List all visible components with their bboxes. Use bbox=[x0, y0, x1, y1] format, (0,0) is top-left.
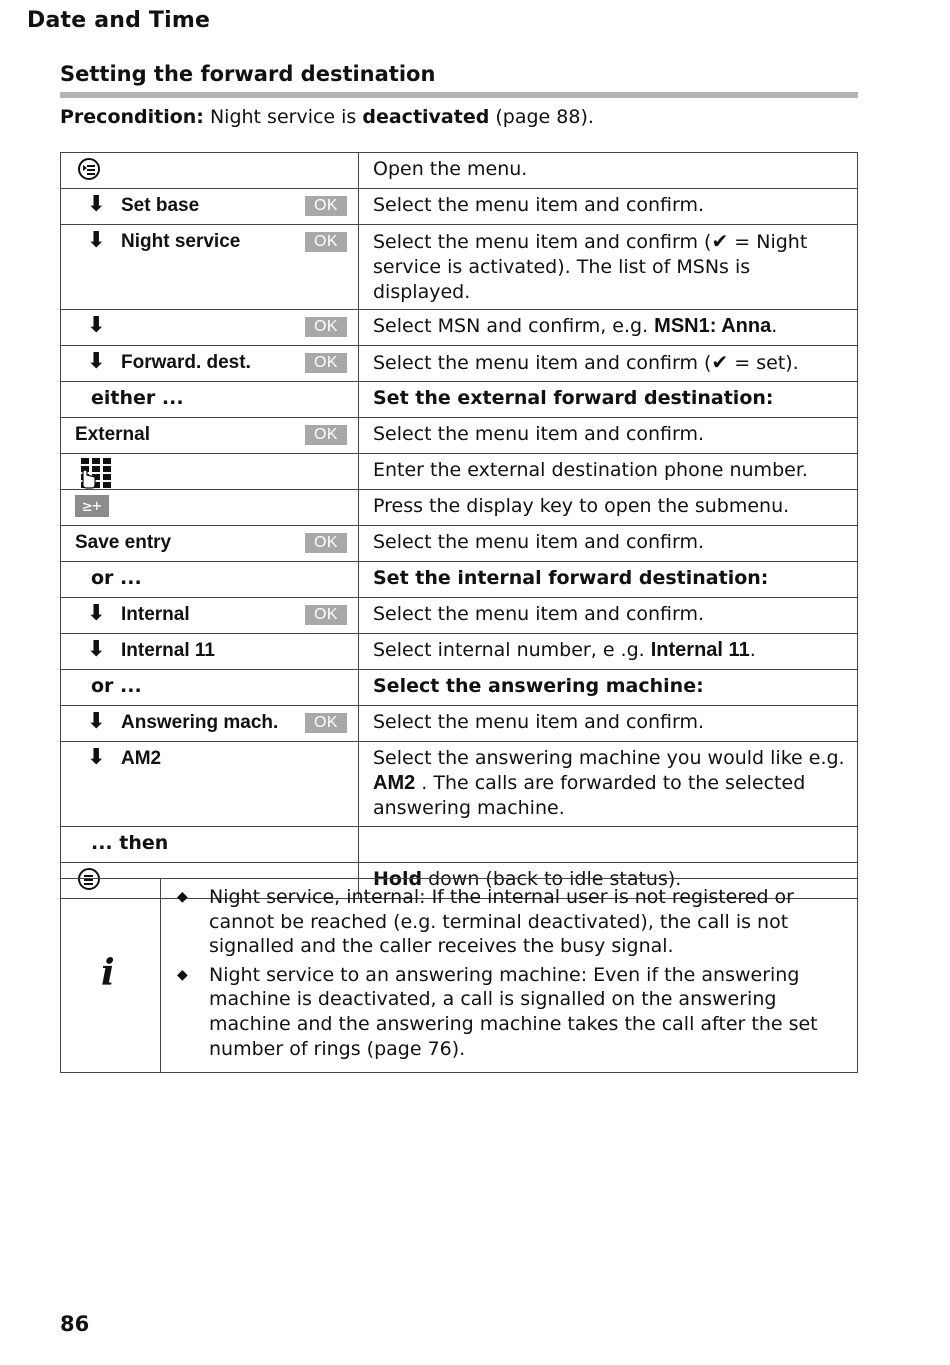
checkmark-icon: ✔ bbox=[711, 229, 729, 253]
menu-key-icon bbox=[78, 158, 100, 180]
step-row bbox=[61, 189, 858, 225]
step-action-cell bbox=[61, 454, 359, 490]
step-row bbox=[61, 225, 858, 310]
description-text: Select the menu item and confirm ( bbox=[373, 352, 712, 374]
step-action-cell bbox=[61, 310, 359, 346]
step-row bbox=[61, 418, 858, 454]
keypad-icon bbox=[79, 457, 113, 489]
info-icon: i bbox=[101, 952, 115, 994]
step-action-cell bbox=[61, 490, 359, 526]
ok-key-badge: OK bbox=[305, 605, 347, 625]
condition-label: or ... bbox=[91, 675, 142, 697]
steps-table bbox=[60, 152, 858, 899]
menu-item-label: Set base bbox=[121, 195, 200, 216]
step-action-cell bbox=[61, 418, 359, 454]
arrow-down-icon: ⬇ bbox=[87, 601, 106, 626]
ok-key-badge: OK bbox=[305, 232, 347, 252]
step-row bbox=[61, 526, 858, 562]
menu-item-label: Answering mach. bbox=[121, 712, 279, 733]
menu-item-label: Forward. dest. bbox=[121, 352, 251, 373]
condition-label: or ... bbox=[91, 567, 142, 589]
description-heading: Set the internal forward destination: bbox=[373, 567, 769, 589]
description-text: . The calls are forwarded to the selected answering machine. bbox=[373, 772, 806, 819]
display-text: AM2 bbox=[373, 772, 416, 794]
step-action-cell bbox=[61, 382, 359, 418]
step-action-cell bbox=[61, 153, 359, 189]
precondition-bold: deactivated bbox=[362, 106, 490, 128]
step-description bbox=[359, 310, 858, 346]
step-description bbox=[359, 706, 858, 742]
display-text: Internal 11 bbox=[650, 639, 750, 661]
step-description bbox=[359, 153, 858, 189]
ok-key-badge: OK bbox=[305, 713, 347, 733]
bullet-diamond-icon: ◆ bbox=[177, 889, 188, 905]
note-item bbox=[175, 963, 845, 1061]
note-item bbox=[175, 885, 845, 959]
step-description bbox=[359, 189, 858, 225]
step-description bbox=[359, 454, 858, 490]
arrow-down-icon: ⬇ bbox=[87, 637, 106, 662]
description-text: down (back to idle status). bbox=[422, 868, 682, 890]
step-action-cell bbox=[61, 526, 359, 562]
description-text: Press the display key to open the submenu. bbox=[373, 495, 790, 517]
note-icon-cell bbox=[61, 879, 161, 1072]
step-description bbox=[359, 382, 858, 418]
precondition-label: Precondition: bbox=[60, 106, 204, 128]
description-text: . bbox=[749, 639, 756, 661]
step-action-cell bbox=[61, 225, 359, 310]
page-number: 86 bbox=[60, 1312, 90, 1336]
step-action-cell bbox=[61, 346, 359, 382]
step-row bbox=[61, 310, 858, 346]
description-text: Select internal number, e .g. bbox=[373, 639, 651, 661]
step-action-cell bbox=[61, 562, 359, 598]
step-action-cell bbox=[61, 742, 359, 827]
condition-label: either ... bbox=[91, 387, 184, 409]
step-description bbox=[359, 670, 858, 706]
step-description bbox=[359, 598, 858, 634]
menu-item-label: External bbox=[75, 424, 150, 445]
menu-item-label: AM2 bbox=[121, 748, 162, 769]
description-text: = Night service is activated). The list of MSNs is displayed. bbox=[373, 231, 808, 303]
display-key-icon: ≥+ bbox=[75, 495, 109, 517]
step-row bbox=[61, 742, 858, 827]
description-text: Select the menu item and confirm. bbox=[373, 531, 705, 553]
description-heading: Set the external forward destination: bbox=[373, 387, 774, 409]
description-bold: Hold bbox=[373, 868, 423, 890]
description-text: . bbox=[771, 315, 778, 337]
step-description bbox=[359, 634, 858, 670]
step-row bbox=[61, 562, 858, 598]
step-action-cell bbox=[61, 634, 359, 670]
step-action-cell bbox=[61, 189, 359, 225]
precondition-page-ref: (page 88). bbox=[489, 106, 594, 128]
ok-key-badge: OK bbox=[305, 317, 347, 337]
description-text: Select the menu item and confirm. bbox=[373, 194, 705, 216]
step-row bbox=[61, 634, 858, 670]
arrow-down-icon: ⬇ bbox=[87, 349, 106, 374]
step-row bbox=[61, 382, 858, 418]
description-text: Enter the external destination phone number. bbox=[373, 459, 808, 481]
step-action-cell bbox=[61, 706, 359, 742]
step-row bbox=[61, 346, 858, 382]
precondition bbox=[60, 106, 594, 128]
ok-key-badge: OK bbox=[305, 425, 347, 445]
description-text: Select the menu item and confirm ( bbox=[373, 231, 712, 253]
note-item-text: Night service, internal: If the internal user is not registered or cannot be reached (e.g. terminal deactivated), the call is not signalled and the caller receives the busy signal. bbox=[209, 886, 794, 958]
description-text: = set). bbox=[728, 352, 799, 374]
description-text: Select the menu item and confirm. bbox=[373, 423, 705, 445]
note-list bbox=[175, 885, 845, 1065]
description-heading: Select the answering machine: bbox=[373, 675, 704, 697]
bullet-diamond-icon: ◆ bbox=[177, 966, 188, 983]
chapter-title: Date and Time bbox=[27, 8, 211, 33]
note-item-text: Night service to an answering machine: Even if the answering machine is deactivated, a call is signalled on the answering machine and the answering machine takes the call after the set number of rings (page 76). bbox=[209, 963, 818, 1060]
step-row bbox=[61, 598, 858, 634]
step-row bbox=[61, 454, 858, 490]
menu-item-label: Internal 11 bbox=[121, 640, 215, 661]
arrow-down-icon: ⬇ bbox=[87, 192, 106, 217]
condition-label: ... then bbox=[91, 832, 169, 854]
checkmark-icon: ✔ bbox=[711, 350, 729, 374]
description-text: Select the menu item and confirm. bbox=[373, 603, 705, 625]
menu-item-label: Night service bbox=[121, 231, 241, 252]
arrow-down-icon: ⬇ bbox=[87, 709, 106, 734]
step-description bbox=[359, 418, 858, 454]
info-note bbox=[60, 878, 858, 1073]
description-text: Select the answering machine you would like e.g. bbox=[373, 747, 845, 769]
step-row bbox=[61, 153, 858, 189]
ok-key-badge: OK bbox=[305, 533, 347, 553]
step-description bbox=[359, 526, 858, 562]
step-action-cell bbox=[61, 598, 359, 634]
title-rule bbox=[60, 92, 858, 98]
section-title: Setting the forward destination bbox=[60, 62, 436, 86]
step-action-cell bbox=[61, 670, 359, 706]
ok-key-badge: OK bbox=[305, 353, 347, 373]
display-text: MSN1: Anna bbox=[654, 315, 772, 337]
step-description bbox=[359, 490, 858, 526]
menu-item-label: Save entry bbox=[75, 532, 172, 553]
arrow-down-icon: ⬇ bbox=[87, 313, 106, 338]
description-text: Select MSN and confirm, e.g. bbox=[373, 315, 655, 337]
arrow-down-icon: ⬇ bbox=[87, 745, 106, 770]
step-description bbox=[359, 225, 858, 310]
ok-key-badge: OK bbox=[305, 196, 347, 216]
step-action-cell bbox=[61, 827, 359, 863]
step-row bbox=[61, 827, 858, 863]
step-row bbox=[61, 706, 858, 742]
step-row bbox=[61, 670, 858, 706]
arrow-down-icon: ⬇ bbox=[87, 228, 106, 253]
step-description bbox=[359, 346, 858, 382]
description-text: Open the menu. bbox=[373, 158, 528, 180]
step-row bbox=[61, 490, 858, 526]
step-description bbox=[359, 827, 858, 863]
description-text: Select the menu item and confirm. bbox=[373, 711, 705, 733]
step-description bbox=[359, 562, 858, 598]
step-description bbox=[359, 742, 858, 827]
precondition-text: Night service is bbox=[203, 106, 363, 128]
menu-item-label: Internal bbox=[121, 604, 190, 625]
